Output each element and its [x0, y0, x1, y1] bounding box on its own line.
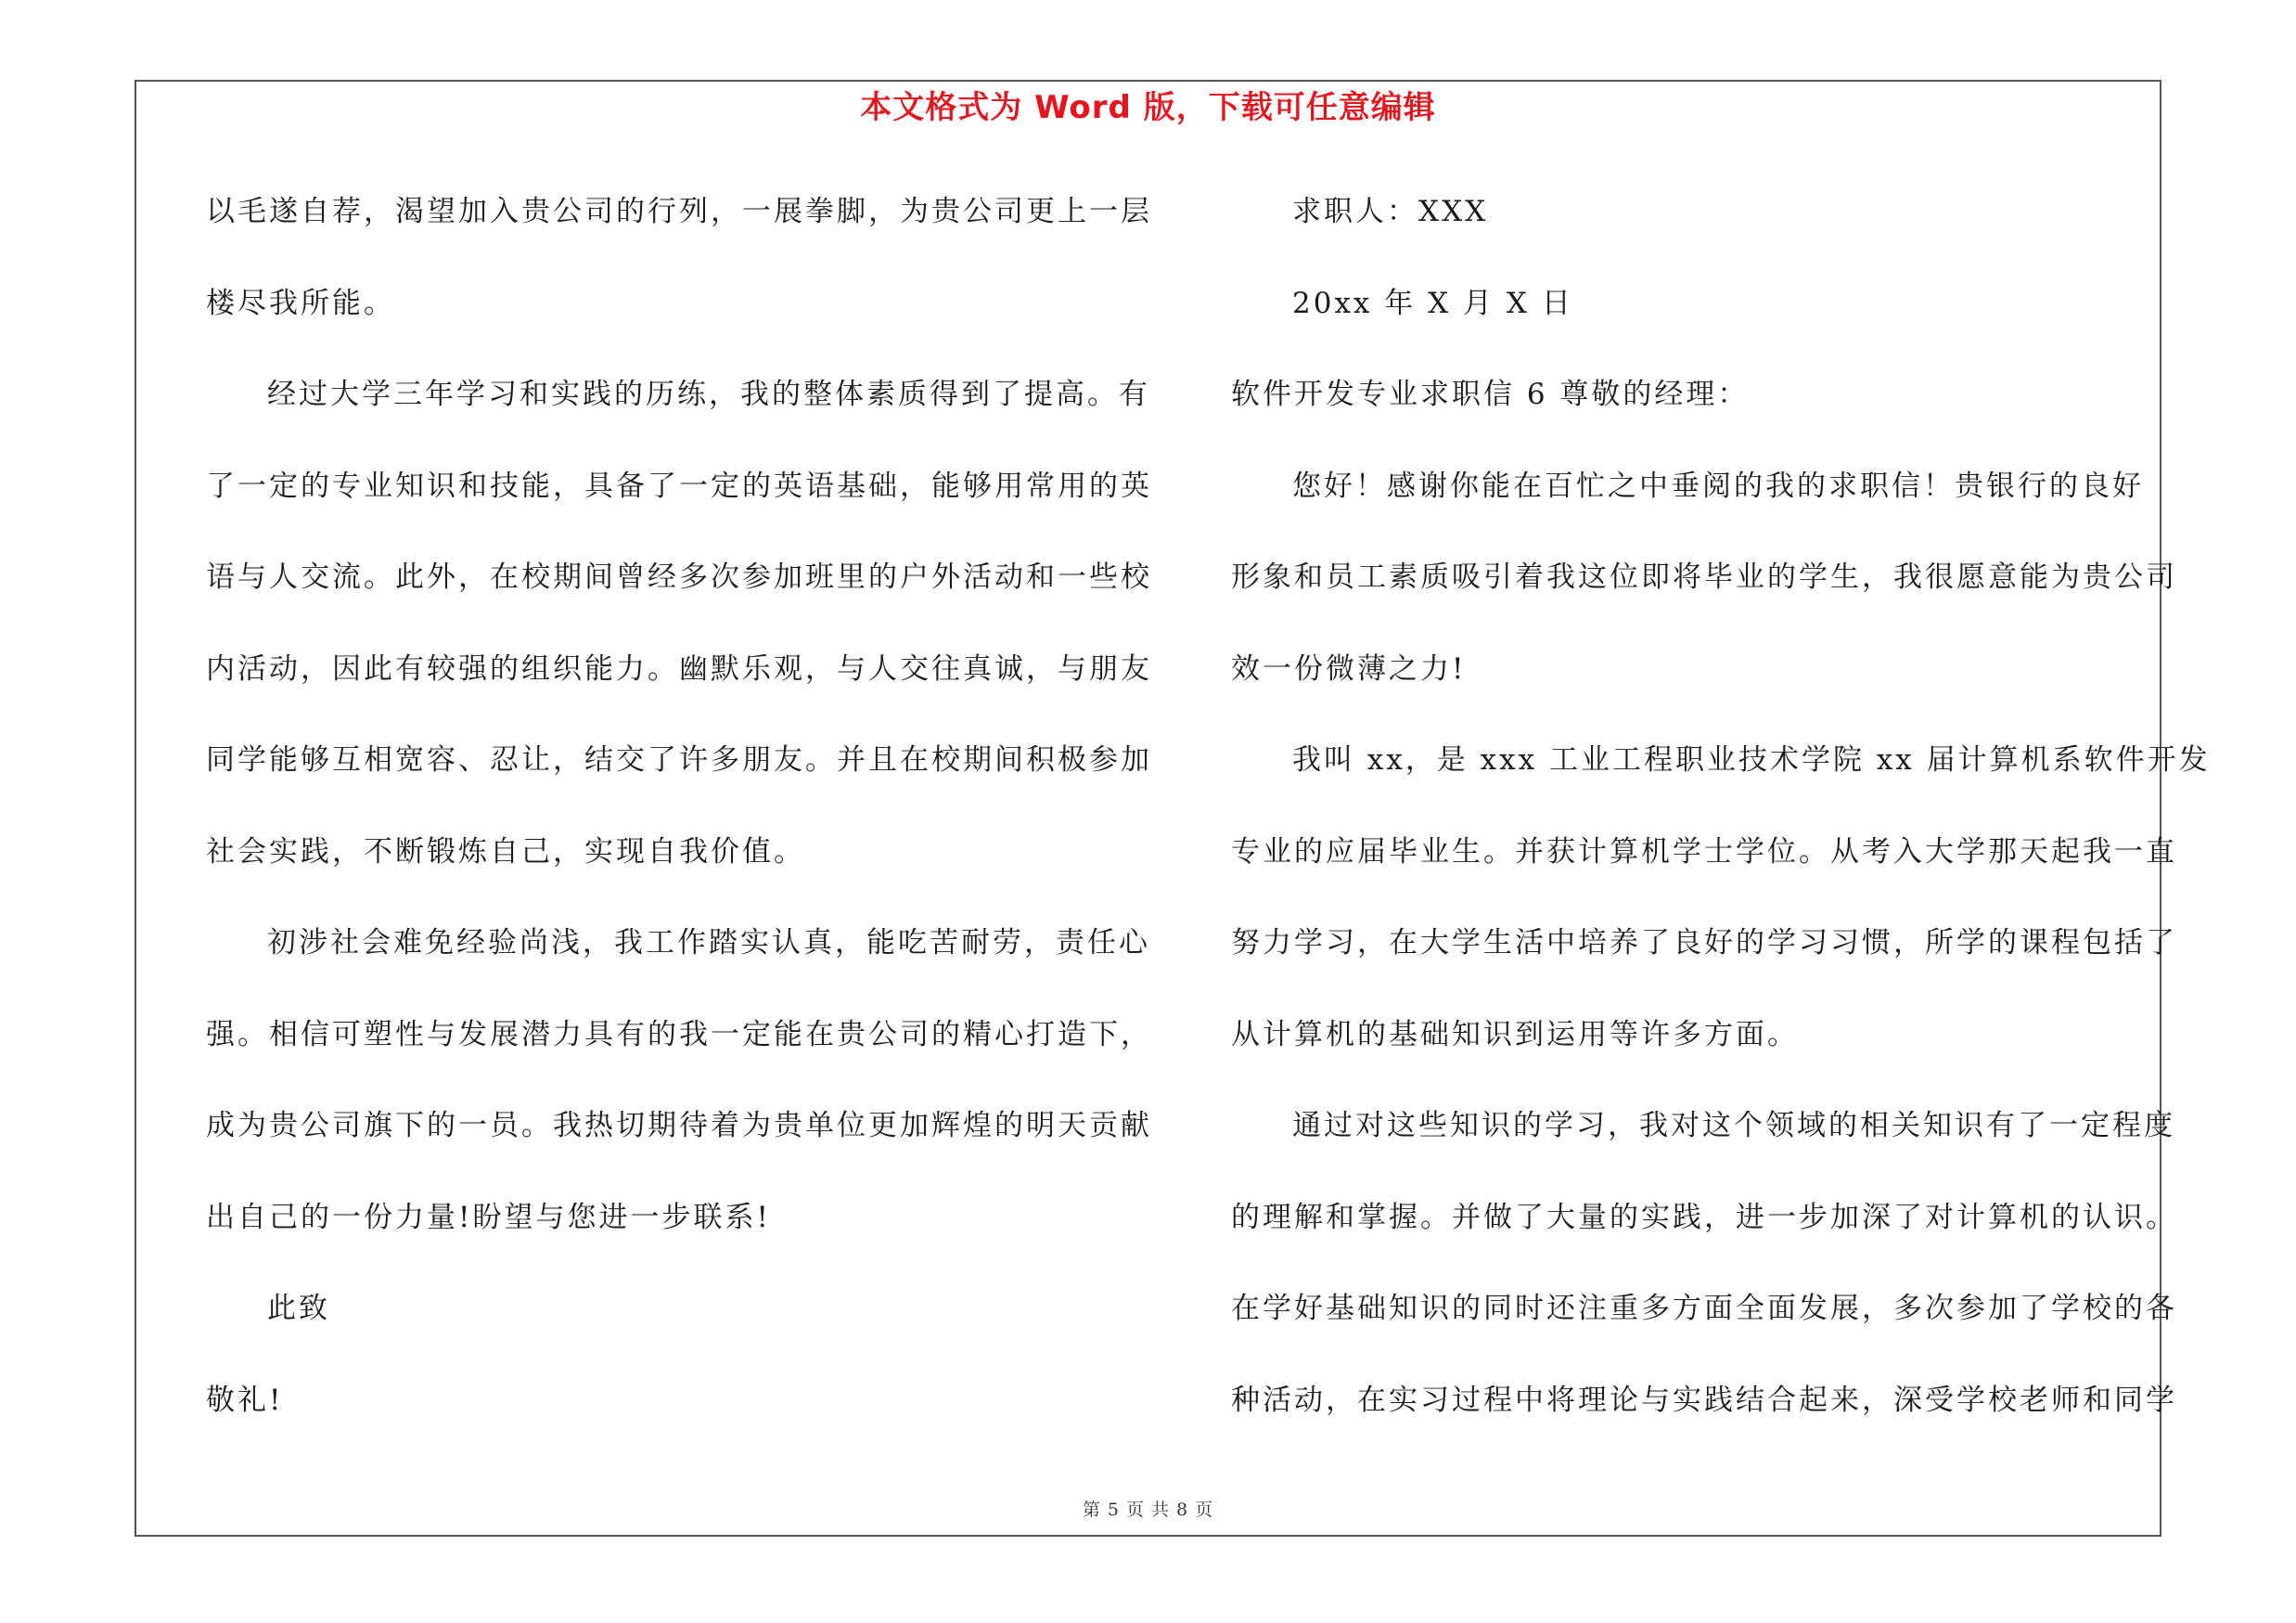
text-line: 求职人：XXX — [1292, 195, 1489, 228]
text-line: 出自己的一份力量!盼望与您进一步联系! — [206, 1200, 771, 1234]
right-text-column — [1231, 179, 2211, 1459]
text-line: 成为贵公司旗下的一员。我热切期待着为贵单位更加辉煌的明天贡献 — [206, 1109, 1152, 1142]
text-line: 了一定的专业知识和技能，具备了一定的英语基础，能够用常用的英 — [206, 469, 1152, 503]
text-line: 经过大学三年学习和实践的历练，我的整体素质得到了提高。有 — [267, 378, 1150, 411]
page-number-footer: 第 5 页 共 8 页 — [1082, 1500, 1214, 1520]
text-line: 效一份微薄之力! — [1231, 651, 1467, 686]
text-line: 您好！感谢你能在百忙之中垂阅的我的求职信！贵银行的良好 — [1292, 469, 2144, 503]
text-line: 社会实践，不断锻炼自己，实现自我价值。 — [206, 834, 805, 869]
text-line: 软件开发专业求职信 6 尊敬的经理： — [1231, 378, 1750, 411]
text-line: 从计算机的基础知识到运用等许多方面。 — [1231, 1017, 1799, 1051]
text-line: 的理解和掌握。并做了大量的实践，进一步加深了对计算机的认识。 — [1231, 1200, 2177, 1234]
text-line: 在学好基础知识的同时还注重多方面全面发展，多次参加了学校的各 — [1231, 1292, 2177, 1325]
text-line: 语与人交流。此外，在校期间曾经多次参加班里的户外活动和一些校 — [206, 560, 1152, 594]
text-line: 强。相信可塑性与发展潜力具有的我一定能在贵公司的精心打造下， — [206, 1017, 1152, 1051]
text-line: 专业的应届毕业生。并获计算机学士学位。从考入大学那天起我一直 — [1231, 834, 2177, 869]
text-line: 努力学习，在大学生活中培养了良好的学习习惯，所学的课程包括了 — [1231, 926, 2177, 960]
text-line: 内活动，因此有较强的组织能力。幽默乐观，与人交往真诚，与朋友 — [206, 651, 1152, 686]
document-banner: 本文格式为 Word 版，下载可任意编辑 — [860, 89, 1436, 126]
text-line: 同学能够互相宽容、忍让，结交了许多朋友。并且在校期间积极参加 — [206, 743, 1152, 777]
text-line: 我叫 xx，是 xxx 工业工程职业技术学院 xx 届计算机系软件开发 — [1292, 743, 2211, 777]
text-line: 初涉社会难免经验尚浅，我工作踏实认真，能吃苦耐劳，责任心 — [267, 926, 1150, 960]
text-line: 敬礼! — [206, 1383, 284, 1417]
text-line: 此致 — [267, 1292, 330, 1325]
text-line: 20xx 年 X 月 X 日 — [1292, 286, 1573, 320]
text-line: 以毛遂自荐，渴望加入贵公司的行列，一展拳脚，为贵公司更上一层 — [206, 195, 1152, 228]
text-line: 种活动，在实习过程中将理论与实践结合起来，深受学校老师和同学 — [1231, 1383, 2177, 1417]
text-line: 楼尽我所能。 — [206, 286, 395, 320]
text-line: 形象和员工素质吸引着我这位即将毕业的学生，我很愿意能为贵公司 — [1231, 560, 2177, 594]
text-line: 通过对这些知识的学习，我对这个领域的相关知识有了一定程度 — [1292, 1109, 2175, 1142]
left-text-column — [206, 179, 1152, 1459]
